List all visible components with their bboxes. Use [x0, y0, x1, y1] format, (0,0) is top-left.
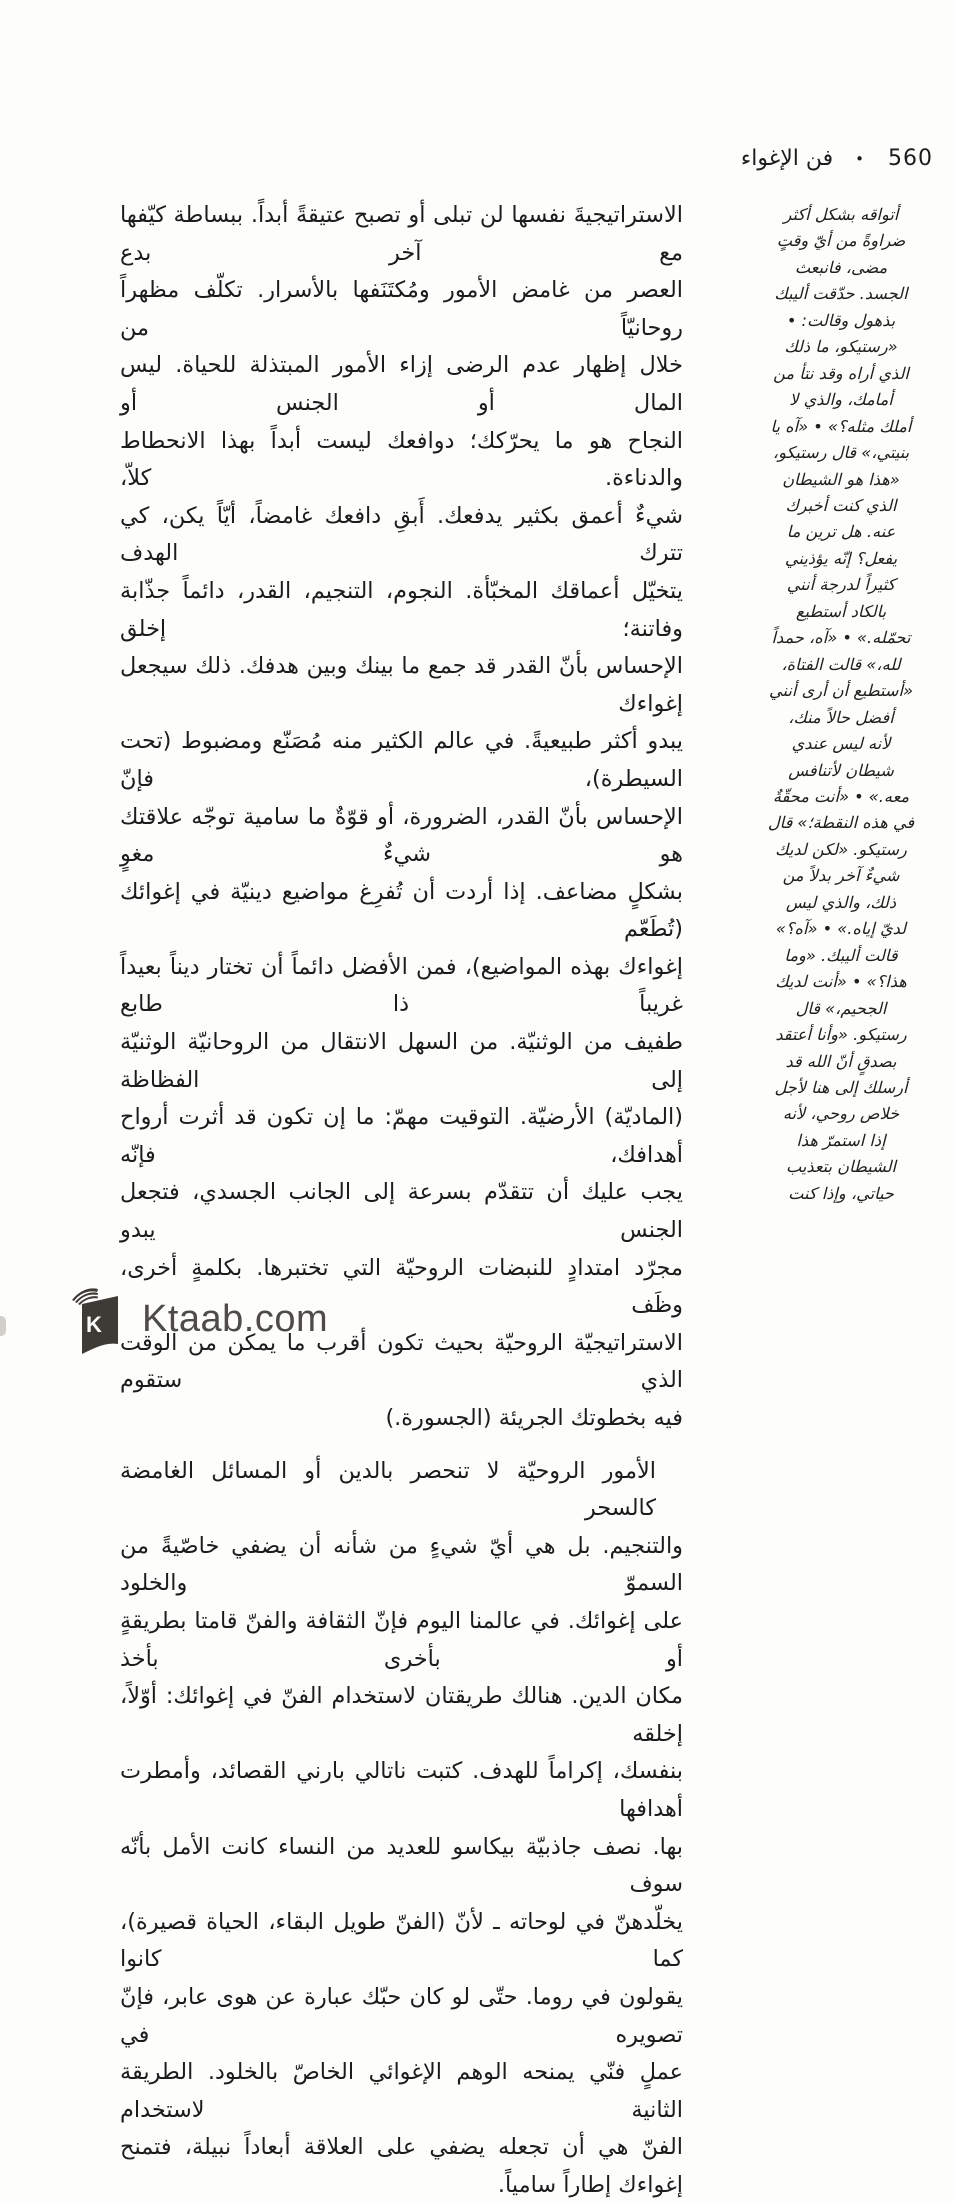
body-text-line: الاستراتيجيةَ نفسها لن تبلى أو تصبح عتيقةً أبداً. ببساطة كيّفها مع آخر بدع: [120, 202, 683, 266]
body-text-line: النجاح هو ما يحرّكك؛ دوافعك ليست أبداً بهذا الانحطاط والدناءة. كلاّ،: [120, 427, 683, 492]
book-title: فن الإغواء: [740, 146, 834, 171]
body-text-line: بنفسك، إكراماً للهدف. كتبت ناتالي بارني القصائد، وأمطرت أهدافها: [120, 1758, 683, 1822]
body-text-line: طفيف من الوثنيّة. من السهل الانتقال من الروحانيّة الوثنيّة إلى الفظاظة: [120, 1029, 683, 1093]
body-text-line: فيه بخطوتك الجريئة (الجسورة.): [385, 1405, 683, 1431]
margin-quote-line: أتواقه بشكل أكثر: [783, 205, 899, 224]
page-number: 560: [888, 146, 933, 171]
body-text-line: شيءٌ أعمق بكثير يدفعك. أَبقِ دافعك غامضاً، أيّاً يكن، كي تترك الهدف: [120, 502, 683, 567]
margin-quote-line: خلاص روحي، لأنه: [782, 1104, 900, 1124]
page-header: [741, 142, 933, 176]
body-text-line: يتخيّل أعماقك المخبّأة. النجوم، التنجيم، القدر، دائماً جذّابة وفاتنة؛ إخلق: [120, 577, 683, 642]
page-edge-artifact: [0, 1316, 6, 1336]
margin-quote: [731, 202, 951, 1207]
body-text-line: يقولون في روما. حتّى لو كان حبّك عبارة عن هوى عابر، فإنّ تصويره في: [120, 1983, 683, 2048]
margin-quote-line: «أستطيع أن أرى أنني: [769, 681, 913, 701]
margin-quote-line: ذلك، والذي ليس: [785, 892, 897, 912]
margin-quote-line: يفعل؟ إنّه يؤذيني: [784, 548, 898, 568]
body-text-line: الفنّ هي أن تجعله يضفي على العلاقة أبعاداً نبيلة، فتمنح إغواءك إطاراً سامياً.: [120, 2134, 683, 2198]
body-text-line: إغواءك بهذه المواضيع)، فمن الأفضل دائماً أن تختار ديناً بعيداً غريباً ذا طابع: [120, 953, 683, 1018]
margin-quote-line: أرسلك إلى هنا لأجل: [774, 1077, 908, 1097]
margin-quote-line: بالكاد أستطيع: [795, 601, 887, 621]
margin-quote-line: «هذا هو الشيطان: [782, 469, 900, 489]
margin-quote-line: عنه. هل ترين ما: [786, 522, 896, 542]
body-text-line: (الماديّة) الأرضيّة. التوقيت مهمّ: ما إن تكون قد أثرت أرواح أهدافك، فإنّه: [120, 1104, 683, 1168]
margin-quote-line: الجحيم،» قال: [795, 998, 887, 1018]
body-text-line: مكان الدين. هنالك طريقتان لاستخدام الفنّ في إغوائك: أوّلاً، إخلقه: [120, 1683, 683, 1747]
body-text: [120, 197, 683, 2204]
body-text-line: الإحساس بأنّ القدر، الضرورة، أو قوّةٌ ما سامية توجّه علاقتك هو شيءٌ مغوٍ: [120, 803, 683, 868]
margin-quote-line: بصدقٍ أنّ الله قد: [785, 1051, 897, 1071]
margin-quote-line: الذي كنت أخبرك: [785, 495, 897, 515]
margin-quote-line: «رستيكو، ما ذلك: [784, 337, 898, 357]
body-text-line: يخلّدهنّ في لوحاته ـ لأنّ (الفنّ طويل البقاء، الحياة قصيرة)، كما كانوا: [120, 1908, 683, 1973]
body-text-line: خلال إظهار عدم الرضى إزاء الأمور المبتذلة للحياة. ليس المال أو الجنس أو: [120, 352, 683, 416]
body-text-line: والتنجيم. بل هي أيّ شيءٍ من شأنه أن يضفي خاصّيةً من السموّ والخلود: [120, 1532, 683, 1597]
ktaab-brand-text: Ktaab.com: [142, 1297, 329, 1340]
margin-quote-line: بنيتي،» قال رستيكو،: [772, 443, 910, 463]
margin-quote-line: الذي أراه وقد نتأ من: [773, 363, 909, 383]
margin-quote-line: شيطان لأتنافس: [788, 760, 894, 780]
body-text-line: الأمور الروحيّة لا تنحصر بالدين أو المسائل الغامضة كالسحر: [120, 1457, 656, 1522]
margin-quote-line: كثيراً لدرجة أنني: [786, 575, 896, 595]
margin-quote-line: ضراوةً من أيّ وقتٍ: [776, 231, 906, 251]
margin-quote-line: رستيكو. «وأنا أعتقد: [775, 1025, 907, 1045]
margin-quote-line: أفضل حالاً منك،: [788, 707, 894, 727]
body-text-line: الإحساس بأنّ القدر قد جمع ما بينك وبين هدفك. ذلك سيجعل إغواءك: [120, 653, 683, 717]
body-text-line: العصر من غامض الأمور ومُكتَنَفها بالأسرار. تكلّف مظهراً روحانيّاً من: [120, 277, 683, 341]
body-paragraph: [120, 197, 683, 1438]
margin-quote-line: الجسد. حدّقت أليبك: [774, 284, 908, 304]
body-text-line: بها. نصف جاذبيّة بيكاسو للعديد من النساء كانت الأمل بأنّه سوف: [120, 1833, 683, 1898]
separator-dot-icon: •: [855, 149, 864, 168]
ktaab-logo: [64, 1282, 328, 1356]
body-text-line: يبدو أكثر طبيعيةً. في عالم الكثير منه مُصَنّع ومضبوط (تحت السيطرة)، فإنّ: [120, 728, 683, 792]
body-text-line: على إغوائك. في عالمنا اليوم فإنّ الثقافة والفنّ قامتا بطريقةٍ أو بأخرى بأخذ: [120, 1607, 683, 1672]
margin-quote-line: حياتي، وإذا كنت: [788, 1183, 894, 1203]
body-paragraph: [120, 1453, 683, 2204]
margin-quote-line: رستيكو. «لكن لديك: [775, 839, 907, 859]
margin-quote-line: مضى، فانبعث: [794, 257, 888, 277]
margin-quote-line: معه.» • «أنت محقّةٌ: [772, 786, 910, 806]
margin-quote-line: شيءٌ آخر بدلاً من: [782, 866, 900, 886]
margin-quote-line: قالت أليبك. «وما: [784, 945, 898, 965]
svg-text:K: K: [86, 1312, 102, 1337]
margin-quote-line: بذهول وقالت: •: [786, 310, 896, 330]
body-text-line: الاستراتيجيّة الروحيّة بحيث تكون أقرب ما يمكن من الوقت الذي ستقوم: [120, 1329, 683, 1394]
margin-quote-line: لله،» قالت الفتاة،: [781, 654, 901, 674]
margin-quote-line: لأنه ليس عندي: [791, 734, 891, 754]
margin-quote-line: لديّ إياه.» • «آه؟»: [775, 919, 907, 939]
margin-quote-line: هذا؟» • «أنت لديك: [775, 972, 907, 992]
body-text-line: مجرّد امتدادٍ للنبضات الروحيّة التي تختبرها. بكلمةٍ أخرى، وظَف: [120, 1254, 683, 1319]
ktaab-book-icon: [64, 1282, 126, 1356]
margin-quote-line: في هذه النقطة؛» قال: [767, 813, 915, 833]
margin-quote-line: الشيطان بتعذيب: [785, 1157, 897, 1177]
body-text-line: عملٍ فنّي يمنحه الوهم الإغوائي الخاصّ بالخلود. الطريقة الثانية لاستخدام: [120, 2059, 683, 2123]
margin-quote-line: تحمّله.» • «آه، حمداً: [771, 628, 911, 648]
margin-quote-line: أملك مثله؟» • «آه يا: [770, 416, 912, 436]
body-text-line: يجب عليك أن تتقدّم بسرعة إلى الجانب الجسدي، فتجعل الجنس يبدو: [120, 1179, 683, 1244]
margin-quote-line: أمامك، والذي لا: [789, 390, 893, 410]
body-text-line: بشكلٍ مضاعف. إذا أردت أن تُفرِغ مواضيع دينيّة في إغوائك (تُطَعّم: [120, 878, 683, 943]
margin-quote-line: إذا استمرّ هذا: [796, 1130, 886, 1150]
